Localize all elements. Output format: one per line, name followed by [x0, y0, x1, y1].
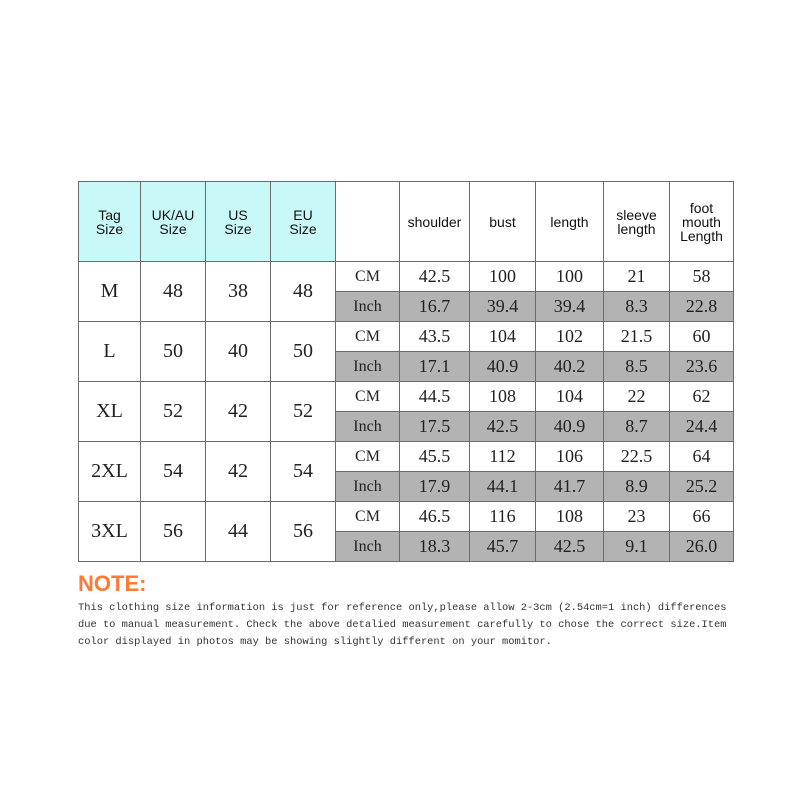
foot-cell: 62 [670, 382, 734, 412]
uk-au-size-cell: 50 [141, 322, 206, 382]
table-row [79, 262, 734, 292]
unit-cell: Inch [336, 412, 400, 442]
shoulder-cell: 44.5 [400, 382, 470, 412]
header-row [79, 182, 734, 262]
sleeve-cell: 8.7 [604, 412, 670, 442]
shoulder-cell: 42.5 [400, 262, 470, 292]
uk-au-size-cell: 52 [141, 382, 206, 442]
unit-cell: CM [336, 262, 400, 292]
length-cell: 108 [536, 502, 604, 532]
length-cell: 39.4 [536, 292, 604, 322]
bust-cell: 108 [470, 382, 536, 412]
unit-cell: CM [336, 442, 400, 472]
header-bust: bust [470, 182, 536, 262]
bust-cell: 100 [470, 262, 536, 292]
sleeve-cell: 23 [604, 502, 670, 532]
uk-au-size-cell: 48 [141, 262, 206, 322]
tag-size-cell: L [79, 322, 141, 382]
us-size-cell: 38 [206, 262, 271, 322]
length-cell: 102 [536, 322, 604, 352]
header-length: length [536, 182, 604, 262]
foot-cell: 66 [670, 502, 734, 532]
header-unit [336, 182, 400, 262]
shoulder-cell: 45.5 [400, 442, 470, 472]
foot-cell: 58 [670, 262, 734, 292]
bust-cell: 39.4 [470, 292, 536, 322]
length-cell: 40.9 [536, 412, 604, 442]
sleeve-cell: 22 [604, 382, 670, 412]
eu-size-cell: 56 [271, 502, 336, 562]
size-chart-body [79, 262, 734, 562]
bust-cell: 42.5 [470, 412, 536, 442]
eu-size-cell: 54 [271, 442, 336, 502]
shoulder-cell: 17.1 [400, 352, 470, 382]
length-cell: 100 [536, 262, 604, 292]
eu-size-cell: 48 [271, 262, 336, 322]
bust-cell: 116 [470, 502, 536, 532]
note-text: This clothing size information is just for reference only,please allow 2-3cm (2.54cm=1 inch) differences due to manual measurement. Check the above detalied measurement carefully to chose the correct size.Item color displayed in photos may be showing slightly different on your momitor. [78, 602, 727, 648]
foot-cell: 64 [670, 442, 734, 472]
table-row [79, 502, 734, 532]
header-sleeve-length: sleeve length [604, 182, 670, 262]
eu-size-cell: 52 [271, 382, 336, 442]
length-cell: 40.2 [536, 352, 604, 382]
bust-cell: 112 [470, 442, 536, 472]
foot-cell: 60 [670, 322, 734, 352]
us-size-cell: 42 [206, 442, 271, 502]
bust-cell: 44.1 [470, 472, 536, 502]
foot-cell: 22.8 [670, 292, 734, 322]
header-uk-au-size: UK/AU Size [141, 182, 206, 262]
tag-size-cell: XL [79, 382, 141, 442]
shoulder-cell: 43.5 [400, 322, 470, 352]
unit-cell: Inch [336, 352, 400, 382]
us-size-cell: 42 [206, 382, 271, 442]
shoulder-cell: 17.9 [400, 472, 470, 502]
unit-cell: Inch [336, 292, 400, 322]
note-title: NOTE: [78, 571, 147, 596]
uk-au-size-cell: 56 [141, 502, 206, 562]
foot-cell: 26.0 [670, 532, 734, 562]
header-shoulder: shoulder [400, 182, 470, 262]
sleeve-cell: 21.5 [604, 322, 670, 352]
eu-size-cell: 50 [271, 322, 336, 382]
header-tag-size: Tag Size [79, 182, 141, 262]
tag-size-cell: 2XL [79, 442, 141, 502]
unit-cell: CM [336, 382, 400, 412]
size-chart-table [78, 181, 734, 562]
table-row [79, 322, 734, 352]
unit-cell: CM [336, 502, 400, 532]
header-foot-mouth-length: foot mouth Length [670, 182, 734, 262]
shoulder-cell: 16.7 [400, 292, 470, 322]
bust-cell: 40.9 [470, 352, 536, 382]
sleeve-cell: 8.5 [604, 352, 670, 382]
sleeve-cell: 21 [604, 262, 670, 292]
shoulder-cell: 17.5 [400, 412, 470, 442]
tag-size-cell: M [79, 262, 141, 322]
us-size-cell: 40 [206, 322, 271, 382]
uk-au-size-cell: 54 [141, 442, 206, 502]
us-size-cell: 44 [206, 502, 271, 562]
length-cell: 42.5 [536, 532, 604, 562]
foot-cell: 24.4 [670, 412, 734, 442]
header-eu-size: EU Size [271, 182, 336, 262]
header-us-size: US Size [206, 182, 271, 262]
bust-cell: 45.7 [470, 532, 536, 562]
shoulder-cell: 46.5 [400, 502, 470, 532]
unit-cell: Inch [336, 472, 400, 502]
length-cell: 106 [536, 442, 604, 472]
length-cell: 41.7 [536, 472, 604, 502]
unit-cell: CM [336, 322, 400, 352]
sleeve-cell: 8.9 [604, 472, 670, 502]
sleeve-cell: 8.3 [604, 292, 670, 322]
table-row [79, 382, 734, 412]
foot-cell: 25.2 [670, 472, 734, 502]
shoulder-cell: 18.3 [400, 532, 470, 562]
sleeve-cell: 9.1 [604, 532, 670, 562]
table-row [79, 442, 734, 472]
length-cell: 104 [536, 382, 604, 412]
foot-cell: 23.6 [670, 352, 734, 382]
unit-cell: Inch [336, 532, 400, 562]
bust-cell: 104 [470, 322, 536, 352]
sleeve-cell: 22.5 [604, 442, 670, 472]
tag-size-cell: 3XL [79, 502, 141, 562]
